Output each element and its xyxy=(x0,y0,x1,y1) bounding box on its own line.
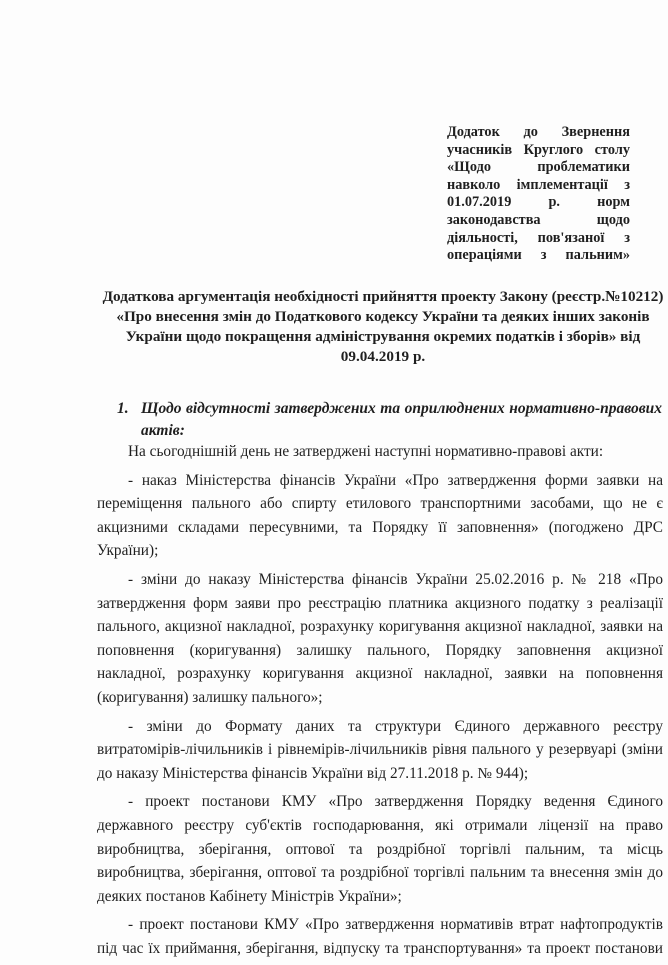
addendum-line: 01.07.2019 р. норм xyxy=(447,194,630,211)
document-title: Додаткова аргументація необхідності прийняття проекту Закону (реєстр.№10212) «Про внесення змін до Податкового кодексу України та деяких інших законів України щодо покращення адміністрування окремих податків і зборів» від 09.04.2019 р. xyxy=(102,288,664,365)
list-item: - зміни до наказу Міністерства фінансів України 25.02.2016 р. № 218 «Про затвердження форм заяви про реєстрацію платника акцизного податку з реалізації пального, акцизної накладної, розрахунку коригування акцизної накладної, заявки на поповнення (коригування) залишку пального, Порядку заповнення акцизної накладної, розрахунку коригування акцизної накладної, заявки на поповнення (коригування) залишку пального»; xyxy=(97,570,663,706)
paragraph-intro: На сьогоднішній день не затверджені наступні нормативно-правові акти: xyxy=(128,443,604,460)
addendum-line: учасників Круглого столу xyxy=(447,141,630,158)
addendum-line: операціями з пальним» xyxy=(447,247,630,264)
document-body xyxy=(97,440,663,965)
addendum-line: законодавства щодо xyxy=(447,211,630,228)
section-heading xyxy=(117,398,662,442)
list-item: - проект постанови КМУ «Про затвердження нормативів втрат нафтопродуктів під час їх приймання, зберігання, відпуску та транспортування» та проект постанови xyxy=(97,916,663,957)
addendum-line: «Щодо проблематики xyxy=(447,159,630,176)
list-item: - проект постанови КМУ «Про затвердження Порядку ведення Єдиного державного реєстру суб'єктів господарювання, які отримали ліцензії на право виробництва, зберігання, оптової та роздрібної торгівлі пальним, та місць виробництва, зберігання, оптової та роздрібної торгівлі пальним та внесення змін до деяких постанов Кабінету Міністрів України»; xyxy=(97,793,663,905)
addendum-line: Додаток до Звернення xyxy=(447,124,630,140)
addendum-reference xyxy=(447,124,630,265)
addendum-line: навколо імплементації з xyxy=(447,176,630,193)
list-item: - зміни до Формату даних та структури Єдиного державного реєстру витратомірів-лічильників і рівнемірів-лічильників рівня пального у резервуарі (зміни до наказу Міністерства фінансів України від 27.11.2018 р. № 944); xyxy=(97,717,663,782)
section-heading-text: Щодо відсутності затверджених та оприлюднених нормативно-правових актів: xyxy=(141,400,662,439)
section-number: 1. xyxy=(117,400,129,417)
list-item: - наказ Міністерства фінансів України «Про затвердження форми заявки на переміщення пального або спирту етилового транспортними засобами, що не є акцизними складами пересувними, та Порядку її заповнення» (погоджено ДРС України); xyxy=(97,471,663,560)
addendum-line: діяльності, пов'язаної з xyxy=(447,229,630,246)
